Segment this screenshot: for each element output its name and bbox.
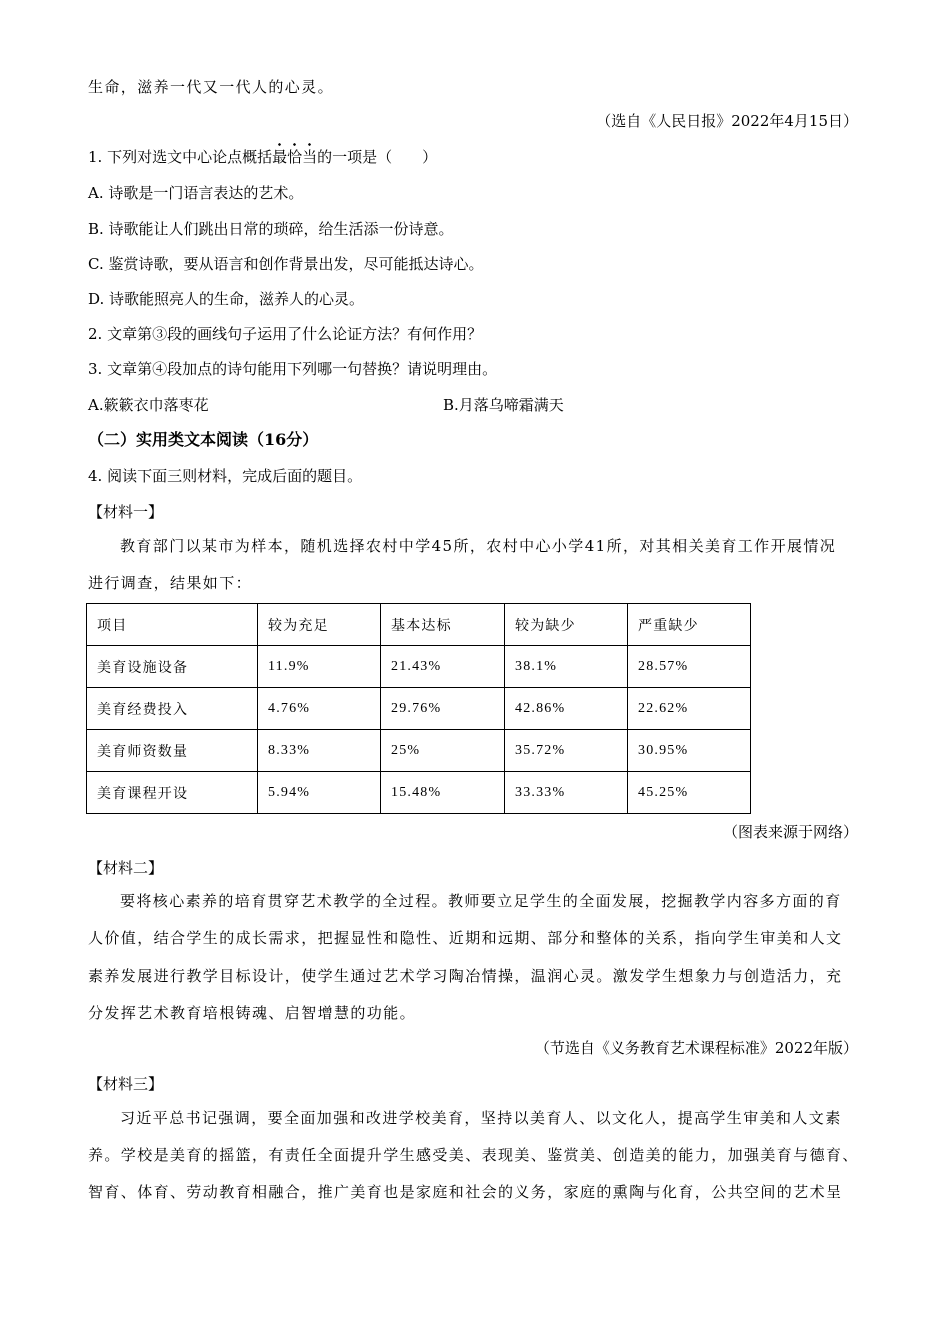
passage-last-line: 生命，滋养一代又一代人的心灵。 xyxy=(88,78,335,96)
question-2: 2. 文章第③段的画线句子运用了什么论证方法？有何作用？ xyxy=(88,325,483,343)
table-cell: 5.94% xyxy=(258,772,381,814)
table-header-cell: 较为充足 xyxy=(258,604,381,646)
section-heading: （二）实用类文本阅读（16分） xyxy=(88,430,319,449)
question-3-options xyxy=(88,395,788,415)
question-1-stem-after: 的一项是（ ） xyxy=(317,148,438,166)
material-two-text-line: 人价值，结合学生的成长需求，把握显性和隐性、近期和远期、部分和整体的关系，指向学生审美和人文 xyxy=(88,929,843,947)
table-cell: 25% xyxy=(381,730,505,772)
question-3-option-b: B.月落乌啼霜满天 xyxy=(443,396,564,414)
table-cell: 30.95% xyxy=(628,730,751,772)
table-cell: 4.76% xyxy=(258,688,381,730)
table-cell: 29.76% xyxy=(381,688,505,730)
question-3-stem: 3. 文章第④段加点的诗句能用下列哪一句替换？请说明理由。 xyxy=(88,360,498,378)
table-row xyxy=(87,730,751,772)
table-cell: 22.62% xyxy=(628,688,751,730)
question-1-stem-before: 1. 下列对选文中心论点概括 xyxy=(88,148,273,166)
material-two-text-line: 分发挥艺术教育培根铸魂、启智增慧的功能。 xyxy=(88,1004,417,1022)
material-three-text-line: 智育、体育、劳动教育相融合，推广美育也是家庭和社会的义务，家庭的熏陶与化育，公共空间的艺术呈 xyxy=(88,1183,843,1201)
question-1-stem xyxy=(88,147,437,167)
table-header-cell: 基本达标 xyxy=(381,604,505,646)
table-cell: 15.48% xyxy=(381,772,505,814)
survey-table xyxy=(86,603,751,814)
table-row xyxy=(87,688,751,730)
table-cell: 45.25% xyxy=(628,772,751,814)
table-row xyxy=(87,646,751,688)
table-source: （图表来源于网络） xyxy=(722,823,858,841)
question-3-option-a: A.簌簌衣巾落枣花 xyxy=(88,396,209,414)
option-d: D. 诗歌能照亮人的生命，滋养人的心灵。 xyxy=(88,290,365,308)
table-cell: 33.33% xyxy=(505,772,628,814)
table-cell: 28.57% xyxy=(628,646,751,688)
table-cell: 21.43% xyxy=(381,646,505,688)
option-a: A. 诗歌是一门语言表达的艺术。 xyxy=(88,184,304,202)
material-one-text-line: 进行调查，结果如下： xyxy=(88,574,253,592)
material-two-label: 【材料二】 xyxy=(88,859,164,877)
table-cell: 美育经费投入 xyxy=(87,688,258,730)
question-4-stem: 4. 阅读下面三则材料，完成后面的题目。 xyxy=(88,467,363,485)
material-three-label: 【材料三】 xyxy=(88,1075,164,1093)
table-cell: 美育师资数量 xyxy=(87,730,258,772)
table-cell: 11.9% xyxy=(258,646,381,688)
table-header-row xyxy=(87,604,751,646)
table-header-cell: 较为缺少 xyxy=(505,604,628,646)
material-two-source: （节选自《义务教育艺术课程标准》2022年版） xyxy=(534,1039,858,1057)
material-three-text-line: 养。学校是美育的摇篮，有责任全面提升学生感受美、表现美、鉴赏美、创造美的能力，加强美育与德育、 xyxy=(88,1146,859,1164)
option-c: C. 鉴赏诗歌，要从语言和创作背景出发，尽可能抵达诗心。 xyxy=(88,255,484,273)
table-header-cell: 项目 xyxy=(87,604,258,646)
option-b: B. 诗歌能让人们跳出日常的琐碎，给生活添一份诗意。 xyxy=(88,220,454,238)
emphasis-dotted-text: 最恰当 xyxy=(272,148,318,166)
material-two-text-line: 要将核心素养的培育贯穿艺术教学的全过程。教师要立足学生的全面发展，挖掘教学内容多方面的育 xyxy=(120,892,842,910)
material-one-text-line: 教育部门以某市为样本，随机选择农村中学45所，农村中心小学41所，对其相关美育工作开展情况 xyxy=(120,537,837,555)
table-header-cell: 严重缺少 xyxy=(628,604,751,646)
table-cell: 38.1% xyxy=(505,646,628,688)
table-cell: 美育设施设备 xyxy=(87,646,258,688)
table-cell: 8.33% xyxy=(258,730,381,772)
passage-source: （选自《人民日报》2022年4月15日） xyxy=(596,112,858,130)
table-cell: 42.86% xyxy=(505,688,628,730)
table-cell: 美育课程开设 xyxy=(87,772,258,814)
material-one-label: 【材料一】 xyxy=(88,503,164,521)
table-cell: 35.72% xyxy=(505,730,628,772)
material-three-text-line: 习近平总书记强调，要全面加强和改进学校美育，坚持以美育人、以文化人，提高学生审美和人文素 xyxy=(120,1109,842,1127)
table-row xyxy=(87,772,751,814)
material-two-text-line: 素养发展进行教学目标设计，使学生通过艺术学习陶冶情操，温润心灵。激发学生想象力与创造活力，充 xyxy=(88,967,843,985)
